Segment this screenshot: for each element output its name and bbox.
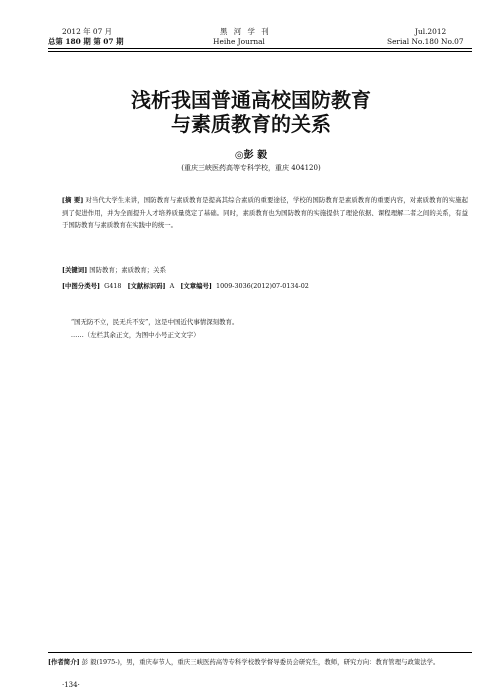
- footnote-text: 彭 毅(1975-)，男，重庆奉节人，重庆三峡医药高等专科学校教学督导委员会研究生，教师，研究方向：教育管理与政策法学。: [81, 658, 440, 666]
- keywords-text: 国防教育；素质教育；关系: [89, 266, 166, 274]
- title-line-1: 浅析我国普通高校国防教育: [131, 88, 371, 112]
- keywords-label: [关键词]: [62, 266, 88, 274]
- header-journal-en: Heihe Journal: [213, 37, 265, 46]
- author: ◎彭 毅: [234, 150, 268, 161]
- header-issue-en: Serial No.180 No.07: [387, 37, 464, 46]
- header-journal-cn: 黑 河 学 刊: [220, 27, 271, 36]
- class-value: G418: [104, 282, 122, 290]
- keywords: [62, 265, 166, 274]
- article-value: 1009-3036(2012)07-0134-02: [216, 282, 309, 290]
- header-date-cn: 2012 年 07 月: [62, 27, 113, 36]
- left-column: [58, 316, 251, 341]
- author-footnote: [48, 656, 472, 668]
- doccode-label: [文献标识码]: [127, 282, 166, 290]
- left-paragraph: “国无防不立，民无兵不安”，这是中国近代事情深刻教育。: [70, 318, 239, 326]
- article-label: [文章编号]: [180, 282, 212, 290]
- classification: [62, 281, 309, 290]
- class-label: [中图分类号]: [62, 282, 101, 290]
- abstract-text: 对当代大学生来讲，国防教育与素质教育是提高其综合素质的重要途径，学校的国防教育是素质教育的重要内容，对素质教育的实施起到了促进作用，并为全面提升人才培养质量奠定了基础。同时，素质教育也为国防教育的实施提供了理论依据、课程理解二者之间的关系，有益于国防教育与素质教育在实践中的统一。: [62, 196, 468, 229]
- footnote-separator: [48, 652, 472, 653]
- header-rule-thin: [48, 51, 472, 52]
- abstract-label: [摘 要]: [62, 196, 84, 204]
- abstract: [62, 194, 468, 232]
- header-rule: [48, 48, 472, 49]
- footnote-label: [作者简介]: [48, 658, 80, 666]
- doccode-value: A: [169, 282, 175, 290]
- header-issue-cn: 总第 180 期 第 07 期: [48, 37, 124, 46]
- page-number: ·134·: [62, 681, 80, 689]
- title-line-2: 与素质教育的关系: [171, 112, 331, 136]
- header-date-en: Jul.2012: [415, 27, 447, 36]
- left-paragraph: ……（左栏其余正文，为图中小号正文文字）: [70, 330, 200, 339]
- affiliation: (重庆三峡医药高等专科学校，重庆 404120): [181, 164, 321, 172]
